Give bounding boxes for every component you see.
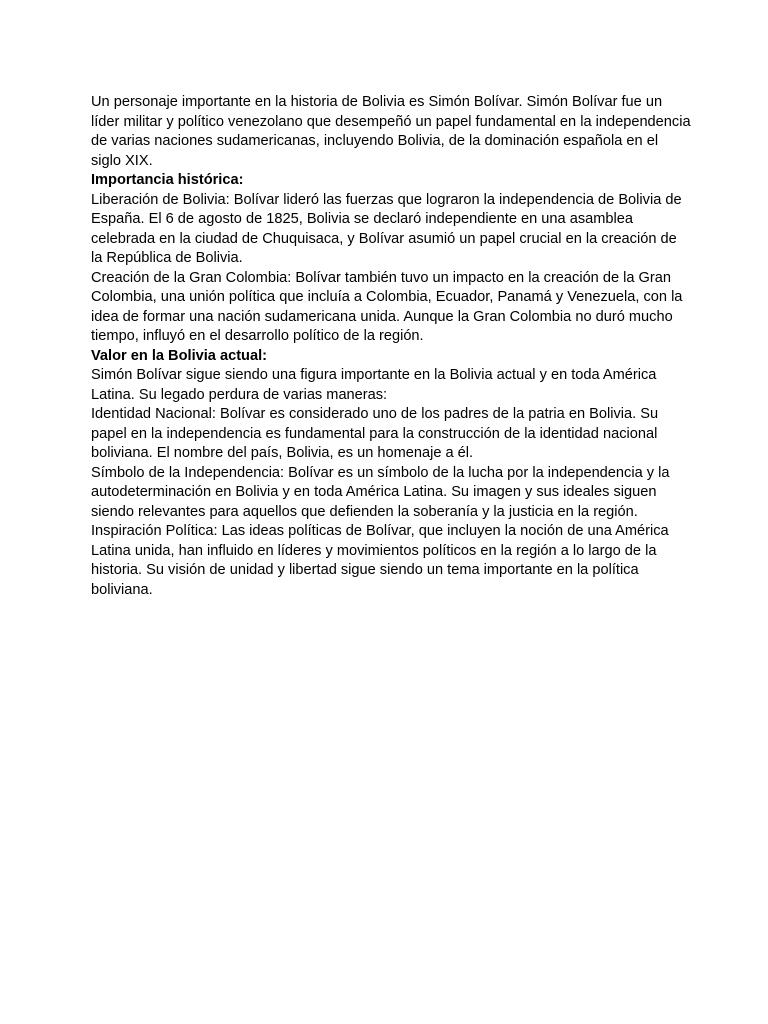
paragraph-liberacion: Liberación de Bolivia: Bolívar lideró las fuerzas que lograron la independencia de Bolivia de España. El 6 de agosto de 1825, Bolivia se declaró independiente en una asamblea celebrada en la ciudad de Chuquisaca, y Bolívar asumió un papel crucial en la creación de la República de Bolivia. [91,191,682,266]
paragraph-identidad-nacional: Identidad Nacional: Bolívar es considerado uno de los padres de la patria en Bolivia. Su papel en la independencia es fundamental para la construcción de la identidad nacional boliviana. El nombre del país, Bolivia, es un homenaje a él. [91,406,659,461]
document-page [91,93,691,600]
paragraph-simbolo-independencia: Símbolo de la Independencia: Bolívar es un símbolo de la lucha por la independencia y la autodeterminación en Bolivia y en toda América Latina. Su imagen y sus ideales siguen siendo relevantes para aquellos que defienden la soberanía y la justicia en la región. [91,464,670,520]
intro-paragraph: Un personaje importante en la historia de Bolivia es Simón Bolívar. Simón Bolívar fue un líder militar y político venezolano que desempeñó un papel fundamental en la independencia de varias naciones sudamericanas, incluyendo Bolivia, de la dominación española en el siglo XIX. [91,94,691,169]
paragraph-inspiracion-politica: Inspiración Política: Las ideas políticas de Bolívar, que incluyen la noción de una América Latina unida, han influido en líderes y movimientos políticos en la región a lo largo de la historia. Su visión de unidad y libertad sigue siendo un tema importante en la política boliviana. [91,523,669,598]
heading-valor-bolivia-actual: Valor en la Bolivia actual: [91,347,268,364]
paragraph-gran-colombia: Creación de la Gran Colombia: Bolívar también tuvo un impacto en la creación de la Gran Colombia, una unión política que incluía a Colombia, Ecuador, Panamá y Venezuela, con la idea de formar una nación sudamericana unida. Aunque la Gran Colombia no duró mucho tiempo, influyó en el desarrollo político de la región. [91,269,683,344]
paragraph-valor-intro: Simón Bolívar sigue siendo una figura importante en la Bolivia actual y en toda América Latina. Su legado perdura de varias maneras: [91,367,657,403]
heading-importancia-historica: Importancia histórica: [91,172,244,188]
